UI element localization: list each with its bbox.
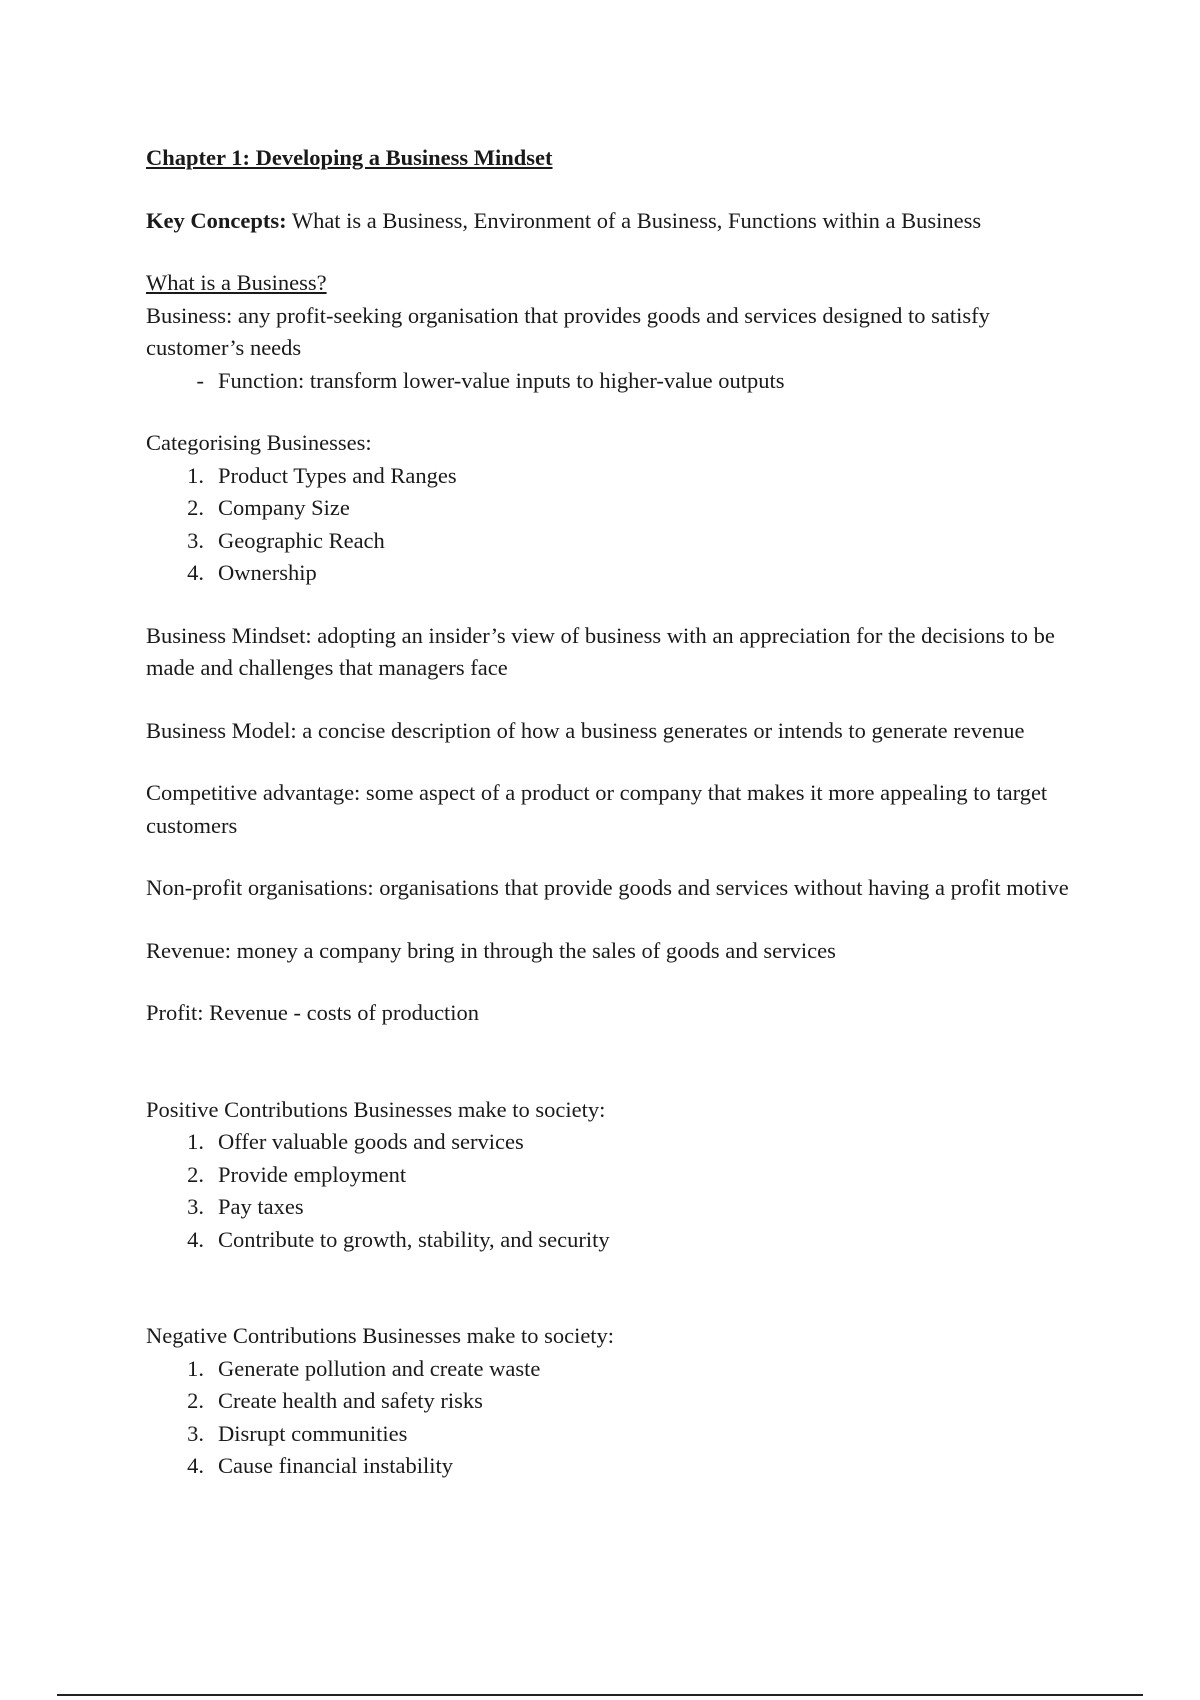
business-definition: Business: any profit-seeking organisation that provides goods and services designed to satisfy customer’s needs: [146, 302, 990, 360]
list-number: 2.: [187, 1388, 204, 1413]
positive-contributions-list: [146, 1126, 1086, 1256]
list-number: 3.: [187, 1194, 204, 1219]
key-concepts-label: Key Concepts:: [146, 207, 287, 233]
business-mindset-definition: Business Mindset: adopting an insider’s view of business with an appreciation for the decisions to be made and challenges that managers face: [146, 622, 1055, 680]
list-item: [146, 492, 1086, 525]
list-item-text: Disrupt communities: [218, 1420, 408, 1446]
list-item: [146, 1159, 1086, 1192]
chapter-title: Chapter 1: Developing a Business Mindset: [146, 145, 553, 170]
dash-marker: -: [196, 367, 204, 393]
list-number: 4.: [187, 1226, 204, 1252]
list-number: 1.: [187, 462, 204, 488]
list-item: [146, 1191, 1086, 1224]
list-item: [146, 1126, 1086, 1159]
list-item-text: Product Types and Ranges: [218, 462, 457, 488]
revenue-definition: Revenue: money a company bring in through the sales of goods and services: [146, 937, 836, 963]
list-item: [146, 1450, 1086, 1483]
positive-contributions-heading: Positive Contributions Businesses make to society:: [146, 1096, 606, 1122]
non-profit-definition: Non-profit organisations: organisations that provide goods and services without having a profit motive: [146, 875, 1069, 900]
list-item: [146, 365, 1086, 398]
list-number: 4.: [187, 1453, 204, 1478]
categorising-list: [146, 460, 1086, 590]
list-number: 3.: [187, 1420, 204, 1446]
list-item: [146, 557, 1086, 590]
function-bullet-list: [146, 365, 1086, 398]
list-item: [146, 1385, 1086, 1418]
list-item: [146, 1418, 1086, 1451]
negative-contributions-heading: Negative Contributions Businesses make to society:: [146, 1323, 615, 1348]
categorising-heading: Categorising Businesses:: [146, 430, 372, 455]
list-item-text: Geographic Reach: [218, 527, 385, 553]
list-item-text: Generate pollution and create waste: [218, 1355, 541, 1381]
list-item-text: Ownership: [218, 560, 317, 585]
list-item: [146, 460, 1086, 493]
document-page: [146, 142, 1086, 1483]
competitive-advantage-definition: Competitive advantage: some aspect of a product or company that makes it more appealing to target customers: [146, 780, 1048, 838]
list-number: 1.: [187, 1355, 204, 1381]
list-number: 4.: [187, 560, 204, 585]
list-item: [146, 1224, 1086, 1257]
list-item-text: Cause financial instability: [218, 1453, 453, 1478]
list-item: [146, 1353, 1086, 1386]
list-item-text: Create health and safety risks: [218, 1388, 483, 1413]
key-concepts-text: What is a Business, Environment of a Business, Functions within a Business: [286, 207, 982, 233]
section-heading-what-is-business: What is a Business?: [146, 270, 327, 295]
list-item-text: Company Size: [218, 495, 350, 520]
profit-definition: Profit: Revenue - costs of production: [146, 1000, 480, 1025]
list-item-text: Offer valuable goods and services: [218, 1129, 524, 1154]
negative-contributions-list: [146, 1353, 1086, 1483]
list-item-text: Contribute to growth, stability, and security: [218, 1226, 610, 1252]
list-item-text: Pay taxes: [218, 1194, 304, 1219]
list-item: [146, 525, 1086, 558]
list-item-text: Provide employment: [218, 1161, 407, 1187]
list-number: 2.: [187, 1161, 204, 1187]
page-bottom-rule: [57, 1694, 1143, 1696]
list-number: 2.: [187, 495, 204, 520]
function-text: Function: transform lower-value inputs to higher-value outputs: [218, 367, 785, 393]
list-number: 3.: [187, 527, 204, 553]
list-number: 1.: [187, 1129, 204, 1154]
business-model-definition: Business Model: a concise description of how a business generates or intends to generate revenue: [146, 717, 1025, 743]
key-concepts-line: [146, 205, 1086, 238]
